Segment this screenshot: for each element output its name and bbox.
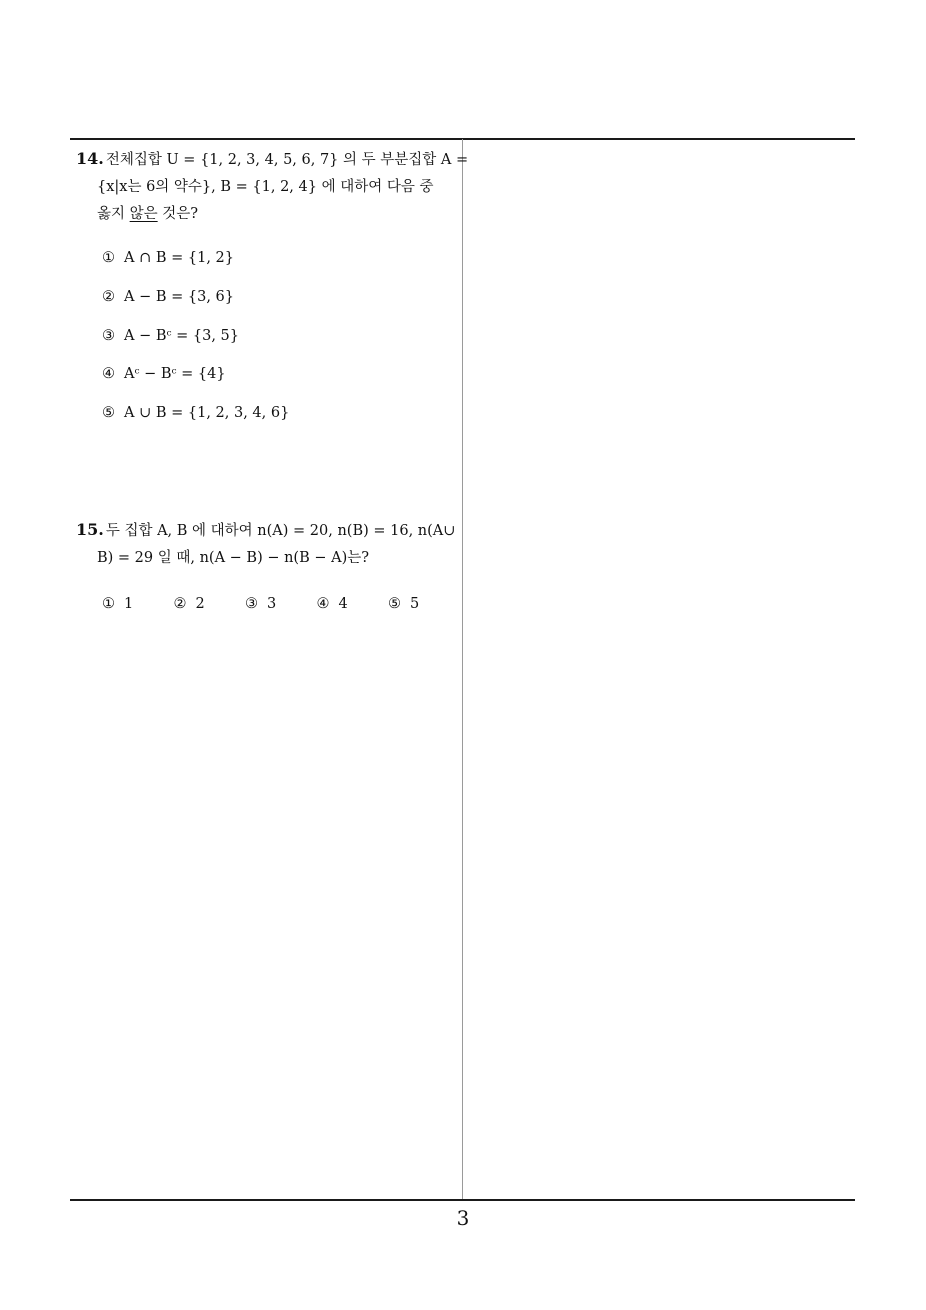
question-14-line-3 xyxy=(76,201,458,228)
choice-number: ① xyxy=(102,596,115,612)
choice-item[interactable] xyxy=(102,328,289,367)
question-14-text-1: 전체집합 U = {1, 2, 3, 4, 5, 6, 7} 의 두 부분집합 A = xyxy=(105,152,469,168)
choice-text: 1 xyxy=(124,596,134,612)
question-14-number: 14. xyxy=(76,149,104,168)
choice-number: ⑤ xyxy=(102,405,115,422)
choice-text: 5 xyxy=(410,596,420,612)
choice-text: A ∪ B = {1, 2, 3, 4, 6} xyxy=(124,405,290,422)
bottom-rule xyxy=(70,1199,855,1201)
choice-text: A − Bᶜ = {3, 5} xyxy=(124,327,240,344)
question-14-text-3a: 옳지 xyxy=(97,206,130,222)
underlined-word: 않은 xyxy=(129,206,158,222)
question-15-line-2: B) = 29 일 때, n(A − B) − n(B − A)는? xyxy=(97,550,370,566)
choice-text: A ∩ B = {1, 2} xyxy=(124,250,234,266)
choice-number: ② xyxy=(102,288,115,305)
question-15 xyxy=(76,516,458,572)
choice-item[interactable] xyxy=(174,596,246,612)
question-15-number: 15. xyxy=(76,520,104,539)
choice-number: ① xyxy=(102,250,115,266)
choice-number: ③ xyxy=(245,596,258,612)
page-number: 3 xyxy=(456,1206,470,1230)
choice-text: 2 xyxy=(195,596,205,612)
choice-item[interactable] xyxy=(245,596,317,612)
question-14-line-2: {x|x는 6의 약수}, B = {1, 2, 4} 에 대하여 다음 중 xyxy=(97,179,434,195)
choice-item[interactable] xyxy=(388,596,460,612)
choice-number: ④ xyxy=(102,366,115,383)
choice-number: ④ xyxy=(316,596,330,612)
choice-item[interactable] xyxy=(102,366,289,405)
question-14-text-3b: 것은? xyxy=(157,206,199,222)
question-14 xyxy=(76,145,469,228)
choice-number: ② xyxy=(173,596,187,612)
question-15-line-1 xyxy=(76,516,458,545)
choice-item[interactable] xyxy=(317,596,389,612)
choice-item[interactable] xyxy=(102,250,289,289)
choice-number: ③ xyxy=(102,327,115,344)
choice-number: ⑤ xyxy=(388,596,401,612)
choice-text: 3 xyxy=(267,596,277,612)
choice-item[interactable] xyxy=(102,596,174,612)
choice-text: A − B = {3, 6} xyxy=(124,288,234,305)
question-15-text-1: 두 집합 A, B 에 대하여 n(A) = 20, n(B) = 16, n(A∪ xyxy=(105,523,456,539)
column-divider xyxy=(462,139,463,1201)
choice-text: 4 xyxy=(338,596,348,612)
choice-text: Aᶜ − Bᶜ = {4} xyxy=(124,366,226,383)
question-14-line-1 xyxy=(76,145,469,174)
question-14-choices xyxy=(102,250,289,444)
choice-item[interactable] xyxy=(102,405,289,444)
choice-item[interactable] xyxy=(102,289,289,328)
question-15-choices xyxy=(102,596,460,612)
